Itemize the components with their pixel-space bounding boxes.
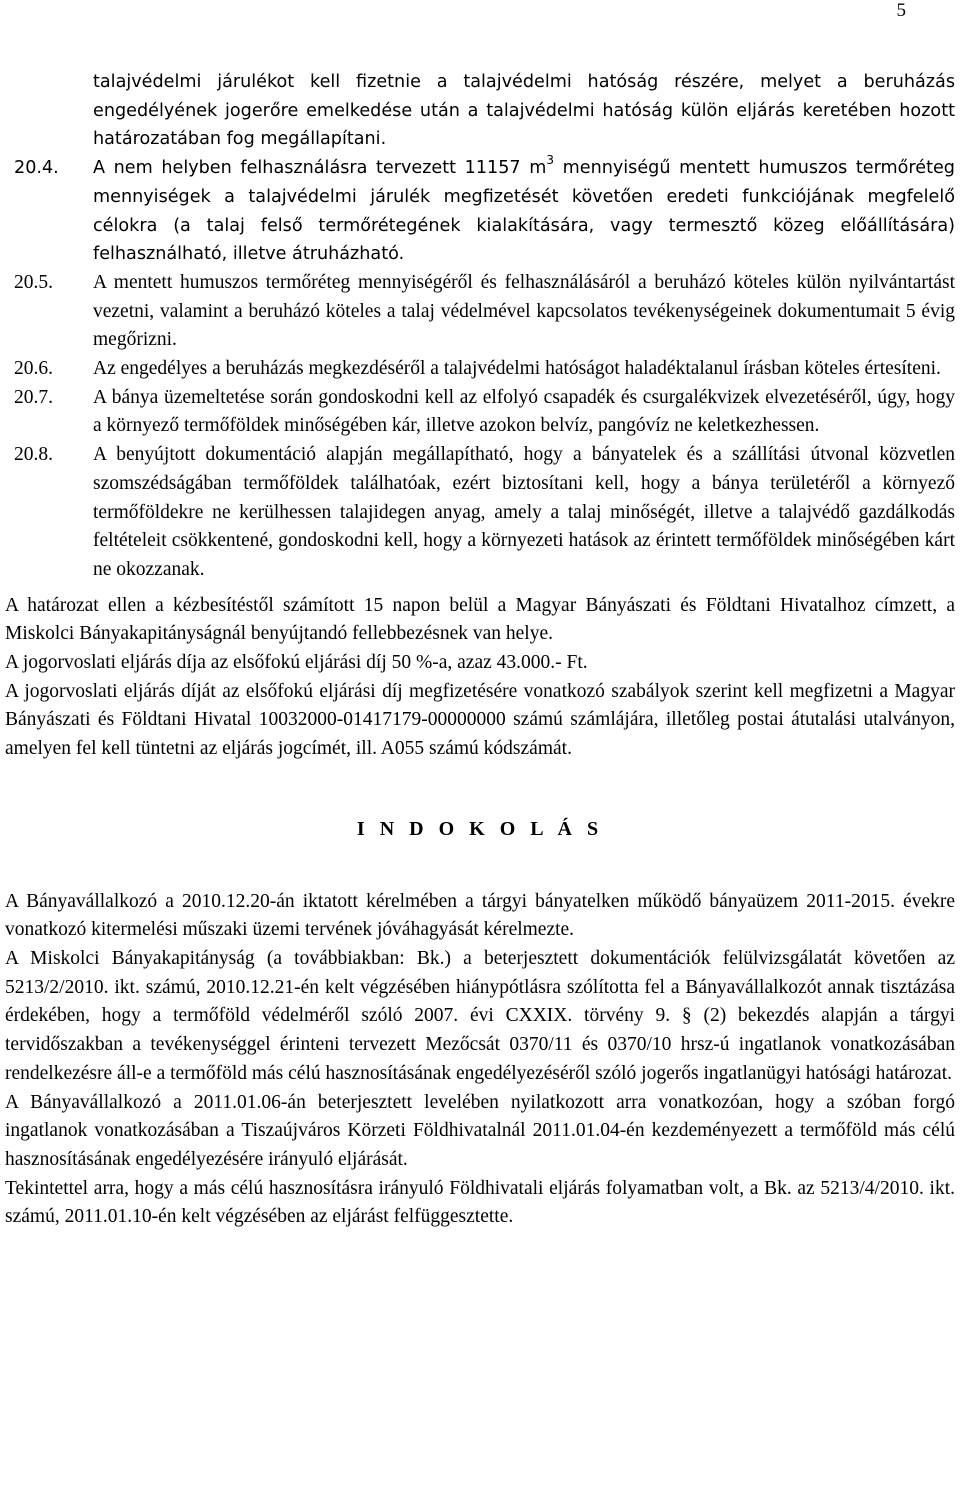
appeal-paragraph: A jogorvoslati eljárás díja az elsőfokú eljárási díj 50 %-a, azaz 43.000.- Ft. (5, 652, 588, 674)
intro-continuation: talajvédelmi járulékot kell fizetnie a talajvédelmi hatóság részére, melyet a beruházás engedélyének jogerőre emelkedése után a talajvédelmi hatóság külön eljárás keretében hozott határozatában fog megállapítani. (93, 72, 955, 150)
reasoning-paragraph: Tekintettel arra, hogy a más célú hasznosításra irányuló Földhivatali eljárás folyamatban volt, a Bk. az 5213/4/2010. ikt. számú, 2011.01.10-én kelt végzésében az eljárást felfüggesztette. (5, 1177, 955, 1228)
list-item-20-8 (5, 441, 955, 585)
superscript: 3 (546, 153, 555, 168)
item-number: 20.7. (14, 386, 53, 408)
item-text: A benyújtott dokumentáció alapján megállapítható, hogy a bányatelek és a szállítási útvonal közvetlen szomszédságában termőföldek találhatóak, ezért biztosítani kell, hogy a bánya területéről a környező termőföldekre ne kerülhessen talajidegen anyag, amely a talaj minőségét, illetve a talajvédő gazdálkodás feltételeit csökkentené, gondoskodni kell, hogy a környezeti hatások az érintett termőföldek minőségében kárt ne okozzanak. (93, 444, 955, 580)
item-text-part: mennyiségű mentett humuszos termőréteg mennyiségek a talajvédelmi járulék megfizetését követően eredeti funkciójának megfelelő célokra (a talaj felső termőrétegének kialakítására, vagy termesztő közeg előállítására) felhasználható, illetve átruházható. (93, 158, 955, 265)
page-number: 5 (896, 0, 906, 21)
item-text: Az engedélyes a beruházás megkezdéséről a talajvédelmi hatóságot haladéktalanul írásban köteles értesíteni. (93, 358, 941, 380)
item-number: 20.8. (14, 444, 53, 466)
section-heading: I N D O K O L Á S (356, 817, 604, 840)
appeal-paragraph: A határozat ellen a kézbesítéstől számított 15 napon belül a Magyar Bányászati és Földtani Hivatalhoz címzett, a Miskolci Bányakapitányságnál benyújtandó fellebbezésnek van helye. (5, 594, 955, 645)
item-number: 20.4. (14, 158, 59, 179)
appeal-paragraph: A jogorvoslati eljárás díját az elsőfokú eljárási díj megfizetésére vonatkozó szabályok szerint kell megfizetni a Magyar Bányászati és Földtani Hivatal 10032000-01417179-00000000 számú számlájára, illetőleg postai átutalási utalványon, amelyen fel kell tüntetni az eljárás jogcímét, ill. A055 számú kódszámát. (5, 680, 955, 760)
list-item-20-7 (5, 384, 955, 441)
reasoning-paragraph: A Miskolci Bányakapitányság (a továbbiakban: Bk.) a beterjesztett dokumentációk felülvizsgálatát követően az 5213/2/2010. ikt. számú, 2010.12.21-én kelt végzésében hiánypótlásra szólította fel a Bányavállalkozót annak tisztázása érdekében, hogy a termőföld védelméről szóló 2007. évi CXXIX. törvény 9. § (2) bekezdés alapján a tárgyi tervidőszakban a tevékenységgel érinteni tervezett Mezőcsát 0370/11 és 0370/10 hrsz-ú ingatlanok vonatkozásában rendelkezésre áll-e a termőföld más célú hasznosításának engedélyezéséről szóló jogerős ingatlanügyi hatósági határozat. (5, 947, 955, 1084)
reasoning-paragraph: A Bányavállalkozó a 2010.12.20-án iktatott kérelmében a tárgyi bányatelken működő bányaüzem 2011-2015. évekre vonatkozó kitermelési műszaki üzemi tervének jóváhagyását kérelmezte. (5, 890, 955, 941)
item-text-part: A nem helyben felhasználásra tervezett 11157 m (93, 158, 547, 179)
item-text: A mentett humuszos termőréteg mennyiségéről és felhasználásáról a beruházó köteles külön nyilvántartást vezetni, valamint a beruházó köteles a talaj védelmével kapcsolatos tevékenységeinek dokumentumait 5 évig megőrizni. (93, 271, 955, 351)
item-text: A bánya üzemeltetése során gondoskodni kell az elfolyó csapadék és csurgalékvizek elvezetéséről, úgy, hogy a környező termőföldek minőségében kár, illetve azokon belvíz, pangóvíz ne keletkezhessen. (93, 386, 955, 437)
item-number: 20.5. (14, 271, 53, 293)
document-body (5, 68, 955, 1232)
item-text (93, 154, 955, 269)
item-number: 20.6. (14, 358, 53, 380)
list-item-20-5 (5, 269, 955, 355)
list-item-20-6 (5, 355, 955, 384)
reasoning-paragraph: A Bányavállalkozó a 2011.01.06-án beterjesztett levelében nyilatkozott arra vonatkozóan, hogy a szóban forgó ingatlanok vonatkozásában a Tiszaújváros Körzeti Földhivatalnál 2011.01.04-én kezdeményezett a termőföld más célú hasznosításának engedélyezésére irányuló eljárását. (5, 1091, 955, 1170)
list-item-20-4 (5, 154, 955, 269)
